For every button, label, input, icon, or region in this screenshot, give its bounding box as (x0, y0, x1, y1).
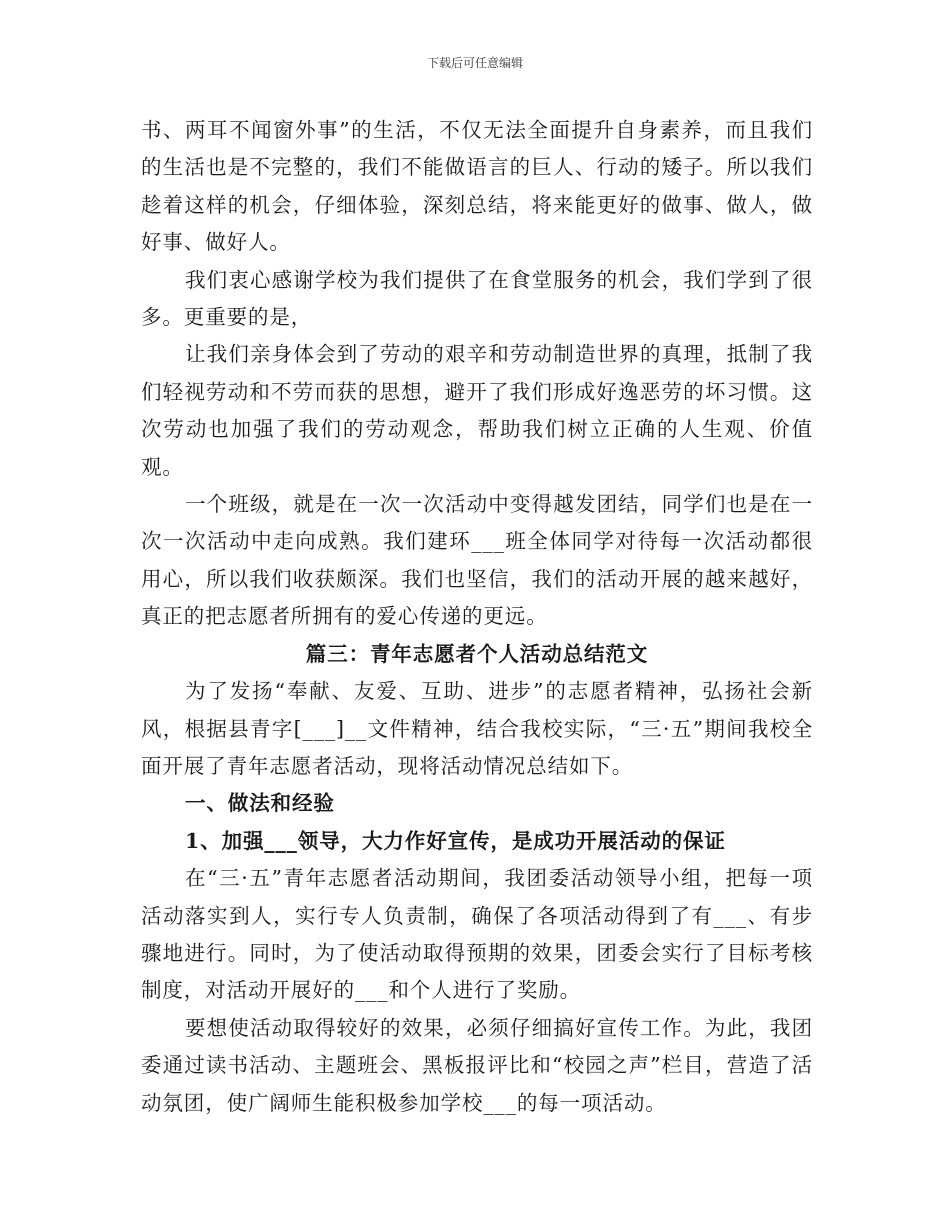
paragraph-intro: 为了发扬“奉献、友爱、互助、进步”的志愿者精神，弘扬社会新风，根据县青字[___]__文件精神，结合我校实际，“三·五”期间我校全面开展了青年志愿者活动，现将活动情况总结如下。 (141, 679, 813, 778)
paragraph-publicity: 要想使活动取得较好的效果，必须仔细搞好宣传工作。为此，我团委通过读书活动、主题班会、黑板报评比和“校园之声”栏目，营造了活动氛团，使广阔师生能积极参加学校___的每一项活动。 (141, 1015, 813, 1115)
heading-leadership: 1、加强___领导，大力作好宣传，是成功开展活动的保证 (185, 828, 726, 853)
paragraph-labor: 让我们亲身体会到了劳动的艰辛和劳动制造世界的真理，抵制了我们轻视劳动和不劳而获的思想，避开了我们形成好逸恶劳的坏习惯。这次劳动也加强了我们的劳动观念，帮助我们树立正确的人生观、价值观。 (141, 342, 813, 479)
paragraph-thanks: 我们衷心感谢学校为我们提供了在食堂服务的机会，我们学到了很多。更重要的是， (141, 267, 813, 330)
section-title: 篇三：青年志愿者个人活动总结范文 (305, 641, 649, 666)
page-header: 下载后可任意编辑 (426, 56, 523, 70)
paragraph-continuation: 书、两耳不闻窗外事”的生活，不仅无法全面提升自身素养，而且我们的生活也是不完整的，我们不能做语言的巨人、行动的矮子。所以我们趁着这样的机会，仔细体验，深刻总结，将来能更好的做事、做人，做好事、做好人。 (141, 118, 813, 255)
heading-methods: 一、做法和经验 (185, 791, 335, 816)
paragraph-activity: 在“三·五”青年志愿者活动期间，我团委活动领导小组，把每一项活动落实到人，实行专人负责制，确保了各项活动得到了有___、有步骤地进行。同时，为了使活动取得预期的效果，团委会实行了目标考核制度，对活动开展好的___和个人进行了奖励。 (141, 866, 813, 1003)
document-body (141, 112, 813, 1122)
paragraph-class: 一个班级，就是在一次一次活动中变得越发团结，同学们也是在一次一次活动中走向成熟。我们建环___班全体同学对待每一次活动都很用心，所以我们收获颇深。我们也坚信，我们的活动开展的越来越好，真正的把志愿者所拥有的爱心传递的更远。 (141, 492, 813, 629)
